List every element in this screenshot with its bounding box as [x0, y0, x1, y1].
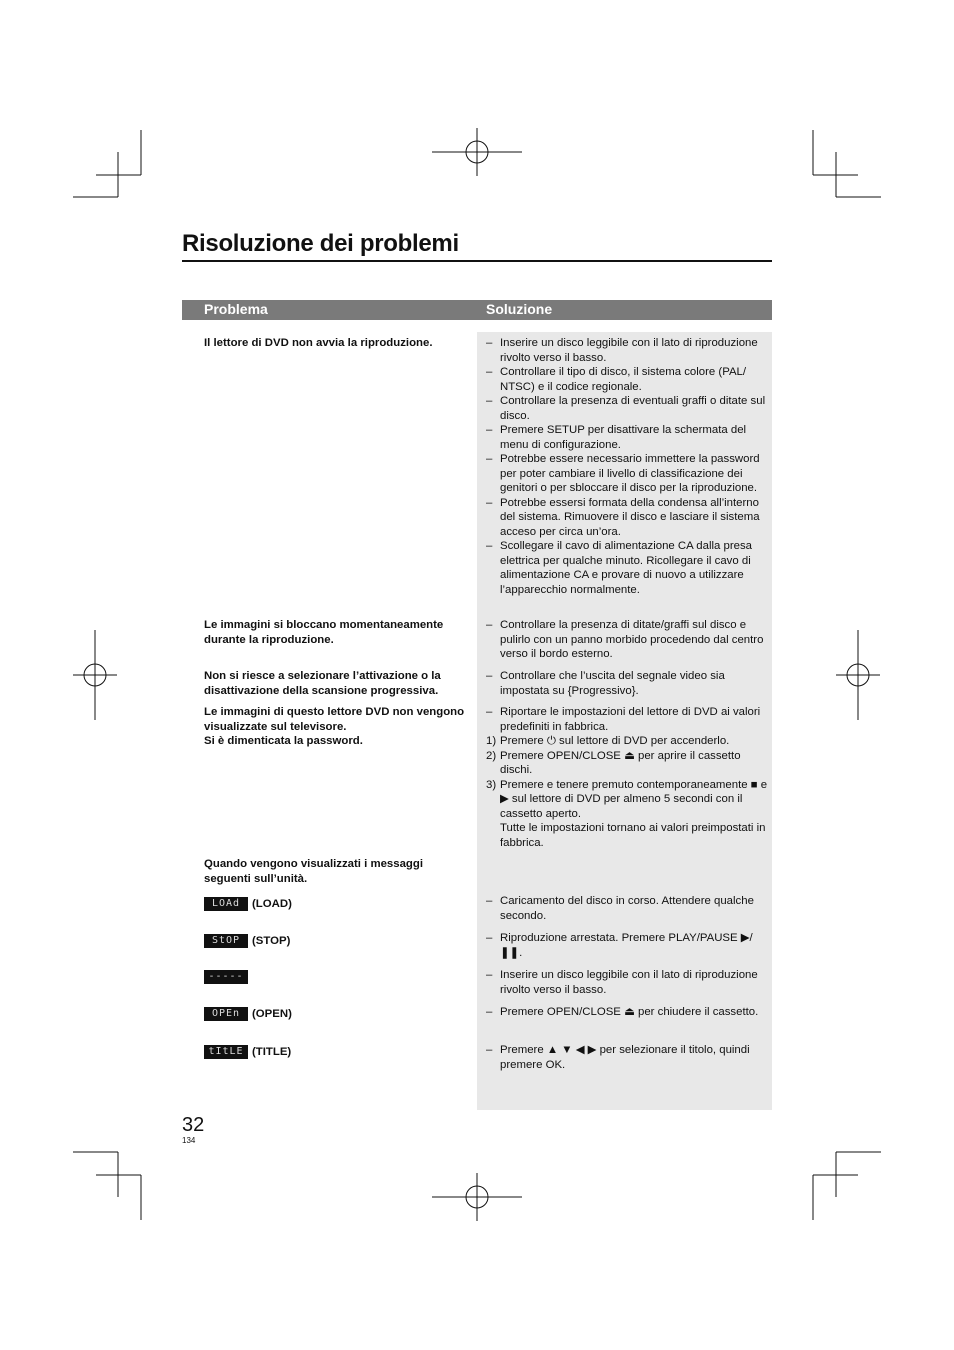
problem-2: Le immagini si bloccano momentaneamente durante la riproduzione. [204, 619, 444, 646]
lcd-display: LOAd [204, 897, 248, 911]
solution-3 [486, 669, 769, 698]
list-item: – Riportare le impostazioni del lettore di DVD ai valori predefiniti in fabbrica. [486, 706, 761, 733]
message-stop: StOP (STOP) [204, 934, 466, 949]
list-item: – Premere SETUP per disattivare la schermata del menu di configurazione. [486, 424, 747, 451]
list-item: – Caricamento del disco in corso. Attendere qualche secondo. [486, 895, 754, 922]
solution-open [486, 1005, 769, 1020]
list-item: – Inserire un disco leggibile con il lato di riproduzione rivolto verso il basso. [486, 337, 758, 364]
header-solution: Soluzione [486, 301, 553, 317]
header-problem: Problema [204, 301, 268, 317]
solution-load [486, 894, 769, 923]
step-item: 3) Premere e tenere premuto contemporaneamente ■ e ▶ sul lettore di DVD per almeno 5 secondi con il cassetto aperto. [486, 778, 768, 820]
list-item: – Controllare che l’uscita del segnale video sia impostata su {Progressivo}. [486, 670, 725, 697]
problem-5: Quando vengono visualizzati i messaggi seguenti sull’unità. [204, 858, 423, 885]
list-item: – Riproduzione arrestata. Premere PLAY/PAUSE ▶/❚❚. [486, 932, 753, 959]
solution-stop [486, 931, 769, 960]
list-item: – Controllare la presenza di eventuali graffi o ditate sul disco. [486, 395, 766, 422]
problem-3: Non si riesce a selezionare l’attivazione o la disattivazione della scansione progressiva. [204, 670, 441, 697]
page-number: 32 [182, 1114, 205, 1136]
list-item: – Controllare la presenza di ditate/graffi sul disco e pulirlo con un panno morbido procedendo dal centro verso il bordo esterno. [486, 619, 764, 660]
lcd-display: StOP [204, 934, 248, 948]
list-item: – Inserire un disco leggibile con il lato di riproduzione rivolto verso il basso. [486, 969, 758, 996]
list-item: – Premere ▲ ▼ ◀ ▶ per selezionare il titolo, quindi premere OK. [486, 1044, 750, 1071]
message-load: LOAd (LOAD) [204, 897, 466, 912]
page-title: Risoluzione dei problemi [182, 230, 459, 257]
list-item: – Potrebbe essersi formata della condensa all’interno del sistema. Rimuovere il disco e lasciare il sistema acceso per circa un’ora. [486, 496, 760, 538]
lcd-display: OPEn [204, 1007, 248, 1021]
list-item: – Controllare il tipo di disco, il sistema colore (PAL/ NTSC) e il codice regionale. [486, 366, 747, 393]
solution-title [486, 1043, 769, 1072]
page-sub-number: 134 [182, 1136, 196, 1145]
list-item: – Premere OPEN/CLOSE ⏏ per chiudere il cassetto. [486, 1006, 759, 1018]
message-title: tItLE (TITLE) [204, 1045, 466, 1060]
solution-dashes [486, 968, 769, 997]
lcd-display: ----- [204, 970, 248, 984]
title-divider [182, 260, 772, 262]
problem-4: Le immagini di questo lettore DVD non vengono visualizzate sul televisore. Si è dimenticata la password. [204, 706, 465, 747]
message-open: OPEn (OPEN) [204, 1007, 466, 1022]
lcd-display: tItLE [204, 1045, 248, 1059]
table-header [182, 300, 772, 320]
list-item: – Potrebbe essere necessario immettere la password per poter cambiare il livello di classificazione dei genitori o per sbloccare il disco per la riproduzione. [486, 453, 760, 494]
step-note: Tutte le impostazioni tornano ai valori preimpostati in fabbrica. [500, 822, 766, 849]
step-item: 2) Premere OPEN/CLOSE ⏏ per aprire il cassetto dischi. [486, 749, 741, 776]
message-dashes [204, 970, 466, 985]
list-item: – Scollegare il cavo di alimentazione CA dalla presa elettrica per qualche minuto. Ricollegare il cavo di alimentazione CA e provare di nuovo a utilizzare l’apparecchio normalmente. [486, 540, 753, 596]
solution-4 [486, 705, 769, 850]
step-item: 1) Premere ⏻ sul lettore di DVD per accenderlo. [486, 735, 730, 747]
problem-1: Il lettore di DVD non avvia la riproduzione. [204, 337, 433, 349]
solution-1 [486, 336, 769, 597]
solution-2 [486, 618, 769, 662]
